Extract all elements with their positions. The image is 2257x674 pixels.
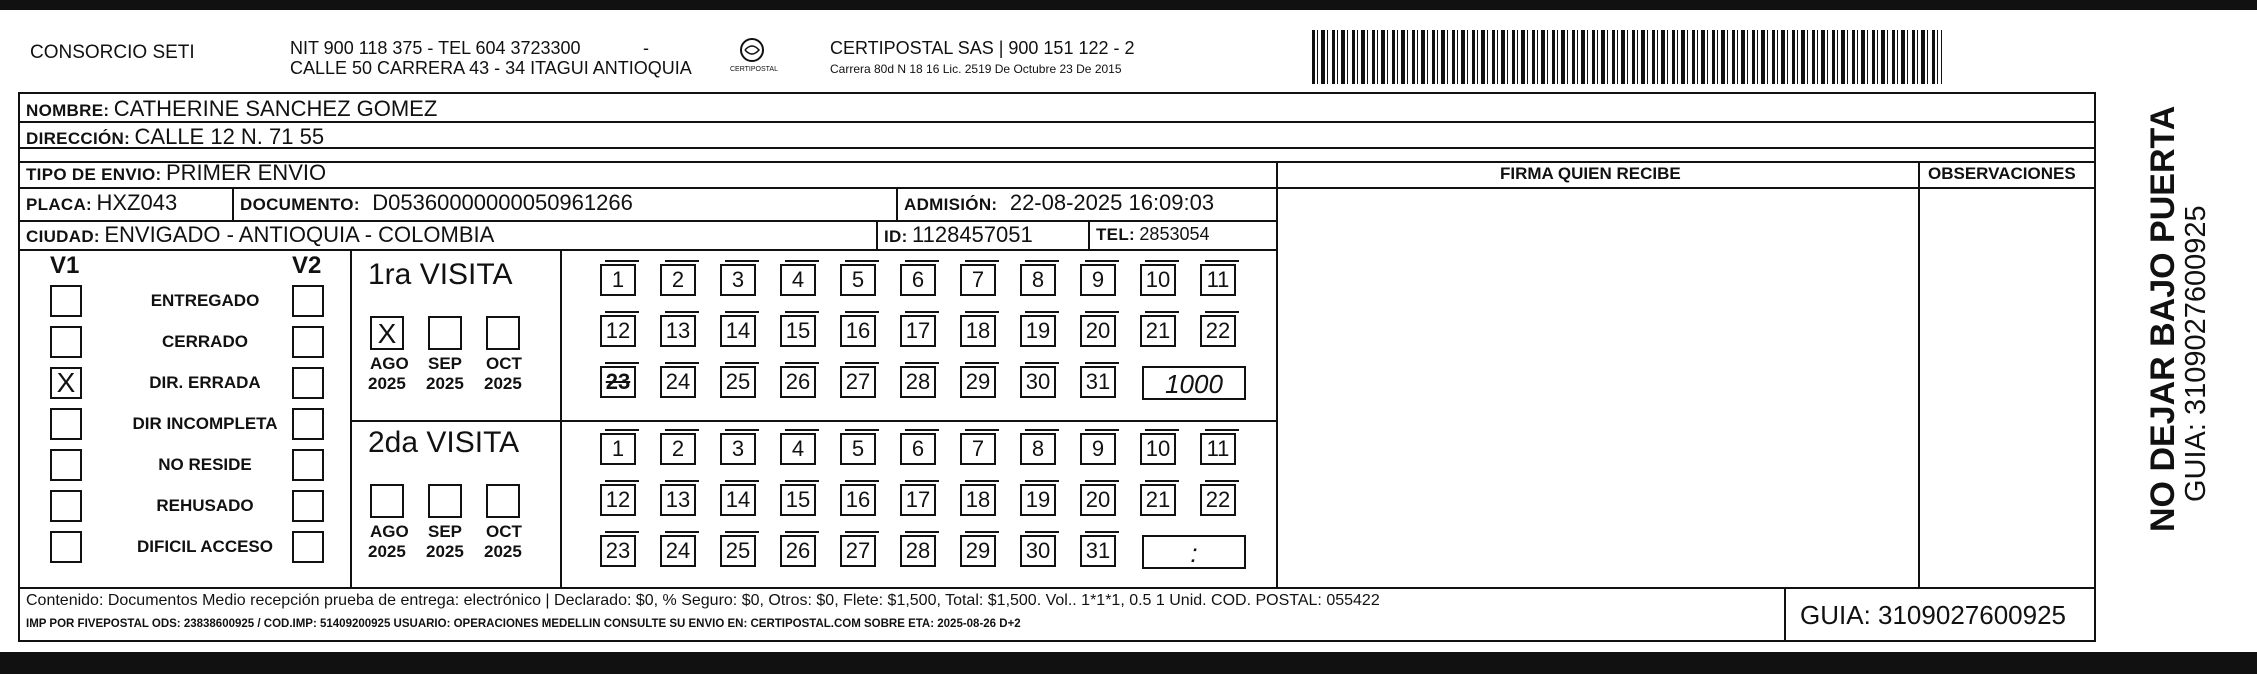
month-year: 2025 [484, 542, 522, 561]
id-value: 1128457051 [912, 222, 1033, 247]
admision-label: ADMISIÓN: [904, 195, 998, 214]
day-box[interactable]: 3 [720, 433, 756, 465]
month-year: 2025 [368, 374, 406, 393]
day-box[interactable]: 27 [840, 535, 876, 567]
month-checkbox[interactable] [486, 316, 520, 350]
observaciones-header: OBSERVACIONES [1928, 164, 2076, 183]
day-box[interactable]: 12 [600, 315, 636, 347]
v1-checkbox[interactable] [50, 490, 82, 522]
v1-checkbox[interactable] [50, 408, 82, 440]
v1-checkbox[interactable]: X [50, 367, 82, 399]
day-box[interactable]: 14 [720, 315, 756, 347]
day-box[interactable]: 13 [660, 484, 696, 516]
v2-label: V2 [292, 252, 322, 279]
day-box[interactable]: 11 [1200, 264, 1236, 296]
month-year: 2025 [368, 542, 406, 561]
placa-label: PLACA: [26, 195, 93, 214]
day-box[interactable]: 7 [960, 264, 996, 296]
day-box[interactable]: 15 [780, 315, 816, 347]
v2-checkbox[interactable] [292, 326, 324, 358]
day-box[interactable]: 30 [1020, 535, 1056, 567]
status-label: ENTREGADO [150, 291, 260, 310]
day-box[interactable]: 28 [900, 535, 936, 567]
divider [1276, 161, 1278, 587]
status-label: DIR. ERRADA [149, 373, 261, 392]
side-panel [2106, 92, 2216, 592]
day-box[interactable]: 22 [1200, 315, 1236, 347]
v2-checkbox[interactable] [292, 531, 324, 563]
v2-checkbox[interactable] [292, 408, 324, 440]
documento-value: D05360000000050961266 [372, 190, 633, 215]
day-box[interactable]: 2 [660, 433, 696, 465]
day-box[interactable]: 7 [960, 433, 996, 465]
divider [1784, 587, 1786, 642]
divider [560, 249, 562, 587]
certipostal-logo-icon [730, 36, 774, 80]
day-box[interactable]: 14 [720, 484, 756, 516]
day-box[interactable]: 2 [660, 264, 696, 296]
day-box[interactable]: 6 [900, 264, 936, 296]
status-label: NO RESIDE [158, 455, 252, 474]
day-box[interactable]: 24 [660, 366, 696, 398]
day-box[interactable]: 17 [900, 315, 936, 347]
direccion-value: CALLE 12 N. 71 55 [134, 124, 325, 149]
nombre-label: NOMBRE: [26, 101, 110, 120]
day-box[interactable]: 20 [1080, 315, 1116, 347]
ciudad-value: ENVIGADO - ANTIOQUIA - COLOMBIA [104, 222, 495, 247]
day-box[interactable]: 4 [780, 433, 816, 465]
divider [350, 420, 1276, 422]
v1-checkbox[interactable] [50, 326, 82, 358]
day-box[interactable]: 9 [1080, 264, 1116, 296]
day-box[interactable]: 25 [720, 535, 756, 567]
month-label: SEP [428, 354, 463, 373]
month-label: SEP [428, 522, 463, 541]
day-box[interactable]: 1 [600, 433, 636, 465]
license-line: Carrera 80d N 18 16 Lic. 2519 De Octubre 23 De 2015 [830, 62, 1122, 76]
day-box[interactable]: 16 [840, 484, 876, 516]
day-box[interactable]: 18 [960, 484, 996, 516]
certipostal-line: CERTIPOSTAL SAS | 900 151 122 - 2 [830, 38, 1135, 58]
day-box[interactable]: 3 [720, 264, 756, 296]
day-box[interactable]: 1 [600, 264, 636, 296]
tel-value: 2853054 [1139, 224, 1210, 244]
day-box[interactable]: 10 [1140, 433, 1176, 465]
day-box[interactable]: 13 [660, 315, 696, 347]
divider [18, 161, 2096, 163]
visit1-title: 1ra VISITA [368, 258, 513, 291]
day-box[interactable]: 15 [780, 484, 816, 516]
certipostal-logo [730, 36, 778, 80]
day-box[interactable]: 19 [1020, 315, 1056, 347]
visit2-title: 2da VISITA [368, 426, 520, 459]
ciudad-label: CIUDAD: [26, 227, 100, 246]
status-label: REHUSADO [156, 496, 254, 515]
placa-value: HXZ043 [96, 190, 178, 215]
footer-guia: GUIA: 3109027600925 [1800, 600, 2066, 630]
divider [876, 220, 878, 249]
day-box[interactable]: 8 [1020, 433, 1056, 465]
month-year: 2025 [484, 374, 522, 393]
v1-checkbox[interactable] [50, 531, 82, 563]
divider [350, 249, 352, 587]
tipo-envio-value: PRIMER ENVIO [165, 160, 327, 185]
day-box[interactable]: 22 [1200, 484, 1236, 516]
day-box[interactable]: 31 [1080, 366, 1116, 398]
day-box[interactable]: 17 [900, 484, 936, 516]
day-box[interactable]: 16 [840, 315, 876, 347]
admision-value: 22-08-2025 16:09:03 [1009, 190, 1215, 215]
imp-text: IMP POR FIVEPOSTAL ODS: 23838600925 / COD.IMP: 51409200925 USUARIO: OPERACIONES MEDELLIN CONSULTE SU ENVIO EN: CERTIPOSTAL.COM SOBRE ETA: 2025-08-26 D+2 [26, 618, 1021, 630]
day-box[interactable]: 20 [1080, 484, 1116, 516]
divider [18, 249, 1276, 251]
day-box[interactable]: 8 [1020, 264, 1056, 296]
address-line: CALLE 50 CARRERA 43 - 34 ITAGUI ANTIOQUIA [290, 58, 692, 78]
day-box[interactable]: 6 [900, 433, 936, 465]
day-box[interactable]: 11 [1200, 433, 1236, 465]
day-box[interactable]: 21 [1140, 315, 1176, 347]
month-label: AGO [370, 354, 409, 373]
day-box[interactable]: 26 [780, 535, 816, 567]
nombre-value: CATHERINE SANCHEZ GOMEZ [113, 96, 438, 121]
month-label: OCT [486, 354, 522, 373]
month-checkbox[interactable] [486, 484, 520, 518]
day-box[interactable]: 4 [780, 264, 816, 296]
time-box[interactable]: 1000 [1142, 366, 1246, 400]
day-box[interactable]: 24 [660, 535, 696, 567]
day-box[interactable]: 25 [720, 366, 756, 398]
form-frame [18, 92, 2096, 642]
day-box[interactable]: 23 [600, 535, 636, 567]
logo-caption: CERTIPOSTAL [730, 66, 778, 73]
month-label: AGO [370, 522, 409, 541]
v2-checkbox[interactable] [292, 285, 324, 317]
status-label: DIFICIL ACCESO [136, 537, 273, 556]
divider [896, 187, 898, 220]
v1-label: V1 [50, 252, 80, 279]
firma-header: FIRMA QUIEN RECIBE [1500, 164, 1681, 183]
documento-label: DOCUMENTO: [240, 195, 360, 214]
top-edge [0, 0, 2257, 10]
id-label: ID: [884, 227, 908, 246]
day-box[interactable]: 5 [840, 433, 876, 465]
day-box[interactable]: 29 [960, 535, 996, 567]
month-checkbox[interactable] [428, 484, 462, 518]
v2-checkbox[interactable] [292, 490, 324, 522]
day-box[interactable]: 27 [840, 366, 876, 398]
day-box[interactable]: 30 [1020, 366, 1056, 398]
contenido-text: Contenido: Documentos Medio recepción prueba de entrega: electrónico | Declarado: $0, % Seguro: $0, Otros: $0, Flete: $1,500, Total: $1,500. Vol.. 1*1*1, 0.5 1 Unid. COD. POSTAL: 055422 [26, 592, 1380, 609]
v1-checkbox[interactable] [50, 285, 82, 317]
month-checkbox[interactable] [428, 316, 462, 350]
day-box[interactable]: 31 [1080, 535, 1116, 567]
bottom-edge [0, 652, 2257, 674]
month-year: 2025 [426, 542, 464, 561]
day-box[interactable]: 10 [1140, 264, 1176, 296]
month-year: 2025 [426, 374, 464, 393]
status-label: DIR INCOMPLETA [132, 414, 278, 433]
divider [1088, 220, 1090, 249]
day-box[interactable]: 26 [780, 366, 816, 398]
barcode [1312, 30, 1942, 84]
tel-label: TEL: [1096, 225, 1135, 244]
side-line1: NO DEJAR BAJO PUERTA [2144, 105, 2182, 532]
tipo-envio-label: TIPO DE ENVIO: [26, 165, 162, 184]
month-checkbox[interactable]: X [370, 316, 404, 350]
day-box[interactable]: 28 [900, 366, 936, 398]
header-dash: - [643, 38, 649, 58]
month-checkbox[interactable] [370, 484, 404, 518]
day-box[interactable]: 29 [960, 366, 996, 398]
day-box[interactable]: 18 [960, 315, 996, 347]
direccion-label: DIRECCIÓN: [26, 129, 131, 148]
divider [18, 187, 2096, 189]
day-box[interactable]: 9 [1080, 433, 1116, 465]
day-box[interactable]: 19 [1020, 484, 1056, 516]
day-box[interactable]: 12 [600, 484, 636, 516]
nit-line: NIT 900 118 375 - TEL 604 3723300 [290, 38, 581, 58]
v2-checkbox[interactable] [292, 449, 324, 481]
month-label: OCT [486, 522, 522, 541]
day-box[interactable]: 23 [600, 366, 636, 398]
v1-checkbox[interactable] [50, 449, 82, 481]
day-box[interactable]: 5 [840, 264, 876, 296]
status-label: CERRADO [162, 332, 248, 351]
time-box[interactable]: : [1142, 535, 1246, 569]
v2-checkbox[interactable] [292, 367, 324, 399]
side-line2: GUIA: 3109027600925 [2180, 205, 2212, 502]
divider [18, 147, 2096, 149]
company-name: CONSORCIO SETI [30, 42, 195, 63]
divider [1918, 161, 1920, 587]
day-box[interactable]: 21 [1140, 484, 1176, 516]
divider [232, 187, 234, 220]
